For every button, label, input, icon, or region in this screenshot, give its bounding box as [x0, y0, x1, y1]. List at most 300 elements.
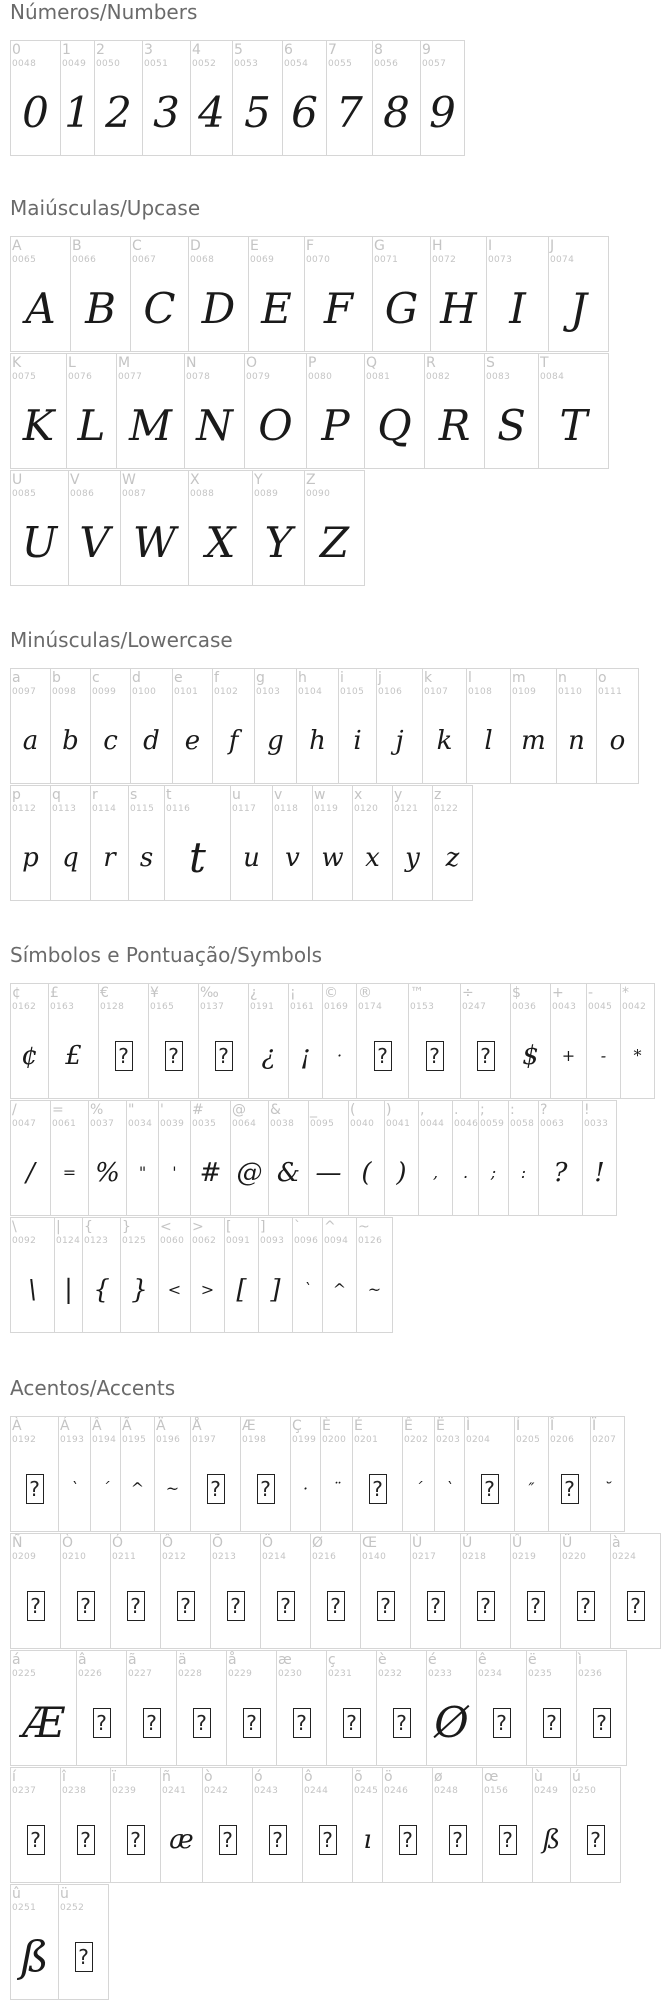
glyph-cell — [261, 1534, 311, 1649]
character-code: 0236 — [578, 1669, 603, 1679]
glyph-cell — [383, 1768, 433, 1883]
character-code: 0216 — [312, 1552, 337, 1562]
missing-glyph-box — [143, 1708, 161, 1738]
character-label: $ — [512, 985, 521, 1001]
character-code: 0069 — [250, 255, 275, 265]
glyph-sample: Q — [377, 401, 412, 450]
character-label: b — [52, 670, 61, 686]
character-code: 0035 — [192, 1119, 217, 1129]
glyph-sample: D — [201, 284, 236, 333]
missing-glyph-box — [427, 1591, 445, 1621]
character-label: t — [166, 787, 172, 803]
character-code: 0038 — [270, 1119, 295, 1129]
glyph-sample: > — [200, 1280, 215, 1299]
character-code: 0119 — [314, 804, 339, 814]
glyph-cell — [51, 786, 91, 901]
character-code: 0227 — [128, 1669, 153, 1679]
glyph-sample: * — [633, 1046, 642, 1065]
missing-glyph-box — [243, 1708, 261, 1738]
glyph-sample: ´ — [414, 1479, 423, 1498]
missing-glyph-icon — [357, 1018, 408, 1094]
glyph-cell — [191, 1218, 225, 1333]
glyph-cell — [121, 1417, 155, 1532]
glyph-cell — [59, 1417, 91, 1532]
glyph-cell — [121, 1218, 159, 1333]
missing-glyph-icon — [511, 1568, 560, 1644]
glyph-cell — [321, 1417, 353, 1532]
glyph-cell — [365, 354, 425, 469]
glyph-cell — [99, 984, 149, 1099]
glyph-cell — [385, 1101, 419, 1216]
character-label: X — [190, 472, 200, 488]
glyph-sample: f — [228, 726, 239, 756]
glyph-sample: c — [103, 726, 118, 756]
character-label: á — [12, 1652, 21, 1668]
missing-glyph-box — [115, 1041, 133, 1071]
character-code: 0094 — [324, 1236, 349, 1246]
character-label: © — [324, 985, 338, 1001]
glyph-cell — [177, 1651, 227, 1766]
character-code: 0232 — [378, 1669, 403, 1679]
glyph-sample: n — [568, 726, 585, 756]
character-code: 0198 — [242, 1435, 267, 1445]
character-label: l — [468, 670, 472, 686]
glyph-cell — [409, 984, 461, 1099]
character-code: 0242 — [204, 1786, 229, 1796]
character-code: 0241 — [162, 1786, 187, 1796]
glyph-sample: . — [462, 1163, 469, 1182]
glyph-cell — [373, 237, 431, 352]
character-code: 0091 — [226, 1236, 251, 1246]
character-code: 0210 — [62, 1552, 87, 1562]
glyph-sample: U — [21, 518, 58, 567]
glyph-cell — [149, 984, 199, 1099]
character-label: [ — [226, 1219, 232, 1235]
character-code: 0099 — [92, 687, 117, 697]
character-code: 0095 — [310, 1119, 335, 1129]
character-label: 6 — [284, 42, 293, 58]
glyph-sample: ` — [70, 1479, 79, 1498]
glyph-cell — [411, 1534, 461, 1649]
glyph-cell — [539, 1101, 583, 1216]
glyph-cell — [327, 1651, 377, 1766]
character-code: 0237 — [12, 1786, 37, 1796]
character-label: ç — [328, 1652, 336, 1668]
glyph-cell — [571, 1768, 621, 1883]
missing-glyph-icon — [461, 1018, 510, 1094]
character-code: 0214 — [262, 1552, 287, 1562]
character-code: 0072 — [432, 255, 457, 265]
glyph-cell — [487, 237, 549, 352]
missing-glyph-box — [75, 1942, 93, 1972]
glyph-sample: l — [484, 726, 493, 756]
section-title: Acentos/Accents — [10, 1376, 176, 1400]
glyph-sample: ` — [303, 1280, 312, 1299]
character-label: 3 — [144, 42, 153, 58]
character-label: à — [612, 1535, 621, 1551]
glyph-cell — [199, 984, 249, 1099]
glyph-sample: m — [521, 726, 546, 756]
missing-glyph-box — [369, 1474, 387, 1504]
glyph-cell — [11, 1885, 59, 2000]
glyph-sample: 3 — [153, 88, 180, 137]
character-code: 0156 — [484, 1786, 509, 1796]
glyph-cell — [49, 984, 99, 1099]
missing-glyph-box — [193, 1708, 211, 1738]
character-label: R — [426, 355, 436, 371]
character-code: 0125 — [122, 1236, 147, 1246]
glyph-cell — [161, 1768, 203, 1883]
missing-glyph-box — [319, 1825, 337, 1855]
glyph-cell — [11, 471, 69, 586]
character-label: * — [622, 985, 629, 1001]
glyph-sample: & — [276, 1158, 301, 1188]
character-label: Ï — [592, 1418, 597, 1434]
character-code: 0086 — [70, 489, 95, 499]
glyph-sample: + — [561, 1046, 576, 1065]
character-code: 0200 — [322, 1435, 347, 1445]
glyph-cell — [323, 1218, 357, 1333]
character-label: ï — [112, 1769, 116, 1785]
character-code: 0126 — [358, 1236, 383, 1246]
character-code: 0225 — [12, 1669, 37, 1679]
glyph-cell — [305, 237, 373, 352]
glyph-cell — [483, 1768, 533, 1883]
character-label: d — [132, 670, 141, 686]
glyph-cell — [551, 984, 587, 1099]
glyph-cell — [403, 1417, 435, 1532]
character-label: r — [92, 787, 98, 803]
character-code: 0071 — [374, 255, 399, 265]
character-label: # — [192, 1102, 204, 1118]
character-code: 0057 — [422, 59, 447, 69]
character-code: 0110 — [558, 687, 583, 697]
character-label: j — [378, 670, 382, 686]
missing-glyph-box — [26, 1474, 44, 1504]
glyph-sample: a — [22, 726, 39, 756]
glyph-cell — [165, 786, 231, 901]
glyph-cell — [191, 41, 233, 156]
glyph-sample: 8 — [383, 88, 410, 137]
character-label: I — [488, 238, 493, 254]
section-title: Minúsculas/Lowercase — [10, 628, 233, 652]
glyph-sample: ¡ — [300, 1041, 311, 1071]
character-label: ; — [480, 1102, 485, 1118]
character-label: P — [308, 355, 317, 371]
glyph-row — [10, 236, 609, 352]
glyph-cell — [11, 786, 51, 901]
glyph-sample: % — [95, 1158, 120, 1188]
glyph-sample: 9 — [429, 88, 456, 137]
glyph-cell — [515, 1417, 549, 1532]
character-label: & — [270, 1102, 281, 1118]
character-label: ( — [350, 1102, 356, 1118]
glyph-cell — [453, 1101, 479, 1216]
character-label: ò — [204, 1769, 213, 1785]
missing-glyph-box — [527, 1591, 545, 1621]
glyph-sample: ″ — [528, 1479, 535, 1498]
glyph-sample: 1 — [64, 88, 91, 137]
character-label: ü — [60, 1886, 69, 1902]
missing-glyph-icon — [61, 1802, 110, 1878]
character-code: 0040 — [350, 1119, 375, 1129]
character-code: 0140 — [362, 1552, 387, 1562]
character-label: ö — [384, 1769, 393, 1785]
glyph-sample: z — [445, 843, 460, 873]
character-code: 0199 — [292, 1435, 317, 1445]
character-label: , — [420, 1102, 425, 1118]
character-label: æ — [278, 1652, 292, 1668]
glyph-sample: ! — [594, 1158, 605, 1188]
character-code: 0066 — [72, 255, 97, 265]
glyph-cell — [95, 41, 143, 156]
glyph-cell — [539, 354, 609, 469]
glyph-sample: t — [189, 833, 206, 882]
character-label: L — [68, 355, 76, 371]
glyph-sample: \ — [28, 1275, 37, 1305]
glyph-cell — [511, 984, 551, 1099]
glyph-cell — [11, 41, 61, 156]
character-code: 0239 — [112, 1786, 137, 1796]
character-code: 0251 — [12, 1903, 37, 1913]
character-label: v — [274, 787, 283, 803]
glyph-cell — [11, 984, 49, 1099]
character-code: 0092 — [12, 1236, 37, 1246]
character-code: 0202 — [404, 1435, 429, 1445]
missing-glyph-box — [27, 1591, 45, 1621]
character-label: Ê — [404, 1418, 413, 1434]
character-label: y — [394, 787, 403, 803]
character-code: 0037 — [90, 1119, 115, 1129]
glyph-cell — [11, 1534, 61, 1649]
missing-glyph-icon — [311, 1568, 360, 1644]
character-label: \ — [12, 1219, 17, 1235]
missing-glyph-icon — [161, 1568, 210, 1644]
character-label: g — [256, 670, 265, 686]
character-code: 0033 — [584, 1119, 609, 1129]
glyph-cell — [189, 471, 253, 586]
character-label: Î — [550, 1418, 555, 1434]
glyph-cell — [527, 1651, 577, 1766]
glyph-row — [10, 1767, 621, 1883]
glyph-sample: L — [77, 401, 106, 450]
glyph-cell — [121, 471, 189, 586]
character-label: N — [186, 355, 197, 371]
missing-glyph-box — [127, 1825, 145, 1855]
missing-glyph-icon — [111, 1802, 160, 1878]
glyph-cell — [477, 1651, 527, 1766]
character-code: 0105 — [340, 687, 365, 697]
character-label: / — [12, 1102, 17, 1118]
glyph-sample: £ — [65, 1041, 82, 1071]
character-code: 0089 — [254, 489, 279, 499]
character-code: 0077 — [118, 372, 143, 382]
glyph-sample: Ø — [434, 1698, 469, 1747]
glyph-cell — [233, 41, 283, 156]
glyph-cell — [291, 1417, 321, 1532]
glyph-sample: H — [440, 284, 477, 333]
glyph-sample: æ — [169, 1825, 194, 1855]
character-code: 0230 — [278, 1669, 303, 1679]
glyph-cell — [305, 471, 365, 586]
character-label: £ — [50, 985, 59, 1001]
glyph-sample: R — [438, 401, 471, 450]
character-code: 0087 — [122, 489, 147, 499]
glyph-cell — [509, 1101, 539, 1216]
glyph-cell — [283, 41, 327, 156]
character-code: 0100 — [132, 687, 157, 697]
glyph-sample: N — [196, 401, 233, 450]
character-label: Q — [366, 355, 378, 371]
character-label: Y — [254, 472, 263, 488]
glyph-cell — [349, 1101, 385, 1216]
character-label: ¡ — [290, 985, 296, 1001]
glyph-sample: ] — [270, 1275, 281, 1305]
missing-glyph-icon — [571, 1802, 620, 1878]
glyph-sample: u — [243, 843, 260, 873]
glyph-cell — [289, 984, 323, 1099]
character-code: 0193 — [60, 1435, 85, 1445]
character-label: ] — [260, 1219, 266, 1235]
character-code: 0068 — [190, 255, 215, 265]
missing-glyph-box — [269, 1825, 287, 1855]
glyph-cell — [155, 1417, 191, 1532]
glyph-cell — [309, 1101, 349, 1216]
character-label: w — [314, 787, 326, 803]
character-code: 0046 — [454, 1119, 479, 1129]
character-code: 0205 — [516, 1435, 541, 1445]
character-code: 0103 — [256, 687, 281, 697]
glyph-cell — [231, 786, 273, 901]
character-label: D — [190, 238, 201, 254]
character-label: K — [12, 355, 22, 371]
glyph-sample: · — [336, 1046, 343, 1065]
missing-glyph-box — [399, 1825, 417, 1855]
character-code: 0211 — [112, 1552, 137, 1562]
missing-glyph-icon — [383, 1802, 432, 1878]
glyph-sample: 6 — [291, 88, 318, 137]
glyph-sample: ß — [20, 1932, 49, 1981]
character-code: 0047 — [12, 1119, 37, 1129]
glyph-cell — [511, 1534, 561, 1649]
character-code: 0039 — [160, 1119, 185, 1129]
glyph-sample: ^ — [332, 1280, 347, 1299]
glyph-cell — [479, 1101, 509, 1216]
character-code: 0084 — [540, 372, 565, 382]
missing-glyph-box — [449, 1825, 467, 1855]
character-label: Ì — [466, 1418, 471, 1434]
character-label: ¿ — [250, 985, 258, 1001]
section-title: Números/Numbers — [10, 0, 198, 24]
missing-glyph-icon — [561, 1568, 610, 1644]
glyph-cell — [117, 354, 185, 469]
character-label: ä — [178, 1652, 187, 1668]
character-label: í — [12, 1769, 16, 1785]
glyph-cell — [303, 1768, 353, 1883]
glyph-cell — [307, 354, 365, 469]
missing-glyph-icon — [227, 1685, 276, 1761]
glyph-cell — [423, 669, 467, 784]
character-label: < — [160, 1219, 172, 1235]
character-label: p — [12, 787, 21, 803]
glyph-sample: ) — [396, 1158, 407, 1188]
glyph-sample: 0 — [22, 88, 49, 137]
glyph-sample: ~ — [367, 1280, 382, 1299]
character-label: n — [558, 670, 567, 686]
glyph-cell — [225, 1218, 259, 1333]
glyph-sample: ´ — [101, 1479, 110, 1498]
glyph-cell — [185, 354, 245, 469]
missing-glyph-box — [426, 1041, 444, 1071]
character-label: û — [12, 1886, 21, 1902]
glyph-cell — [277, 1651, 327, 1766]
character-label: Ò — [62, 1535, 74, 1551]
character-code: 0045 — [588, 1002, 613, 1012]
glyph-sample: F — [323, 284, 354, 333]
glyph-sample: · — [302, 1479, 309, 1498]
glyph-sample: ¨ — [332, 1479, 341, 1498]
glyph-cell — [249, 984, 289, 1099]
glyph-cell — [557, 669, 597, 784]
character-label: Ø — [312, 1535, 324, 1551]
glyph-sample: " — [138, 1163, 147, 1182]
missing-glyph-icon — [199, 1018, 248, 1094]
character-label: k — [424, 670, 433, 686]
glyph-cell — [419, 1101, 453, 1216]
missing-glyph-box — [219, 1825, 237, 1855]
character-code: 0246 — [384, 1786, 409, 1796]
glyph-cell — [111, 1534, 161, 1649]
character-code: 0106 — [378, 687, 403, 697]
missing-glyph-box — [257, 1474, 275, 1504]
character-label: 7 — [328, 42, 337, 58]
character-label: ì — [578, 1652, 582, 1668]
character-label: õ — [354, 1769, 363, 1785]
missing-glyph-box — [374, 1041, 392, 1071]
character-code: 0229 — [228, 1669, 253, 1679]
character-code: 0195 — [122, 1435, 147, 1445]
character-code: 0098 — [52, 687, 77, 697]
glyph-cell — [461, 1534, 511, 1649]
glyph-sample: K — [22, 401, 55, 450]
character-label: f — [214, 670, 219, 686]
glyph-cell — [11, 237, 71, 352]
character-code: 0111 — [598, 687, 623, 697]
character-label: E — [250, 238, 259, 254]
glyph-cell — [353, 786, 393, 901]
character-code: 0041 — [386, 1119, 411, 1129]
character-code: 0206 — [550, 1435, 575, 1445]
character-code: 0207 — [592, 1435, 617, 1445]
glyph-cell — [11, 354, 67, 469]
missing-glyph-box — [477, 1041, 495, 1071]
missing-glyph-box — [561, 1474, 579, 1504]
missing-glyph-icon — [465, 1451, 514, 1527]
missing-glyph-box — [593, 1708, 611, 1738]
character-label: ~ — [358, 1219, 370, 1235]
glyph-sample: h — [309, 726, 326, 756]
character-label: ñ — [162, 1769, 171, 1785]
character-label: z — [434, 787, 442, 803]
character-label: ¢ — [12, 985, 21, 1001]
glyph-row — [10, 668, 639, 784]
character-label: € — [100, 985, 109, 1001]
glyph-sample: X — [205, 518, 236, 567]
character-code: 0235 — [528, 1669, 553, 1679]
glyph-cell — [161, 1534, 211, 1649]
glyph-cell — [91, 786, 129, 901]
character-label: A — [12, 238, 22, 254]
